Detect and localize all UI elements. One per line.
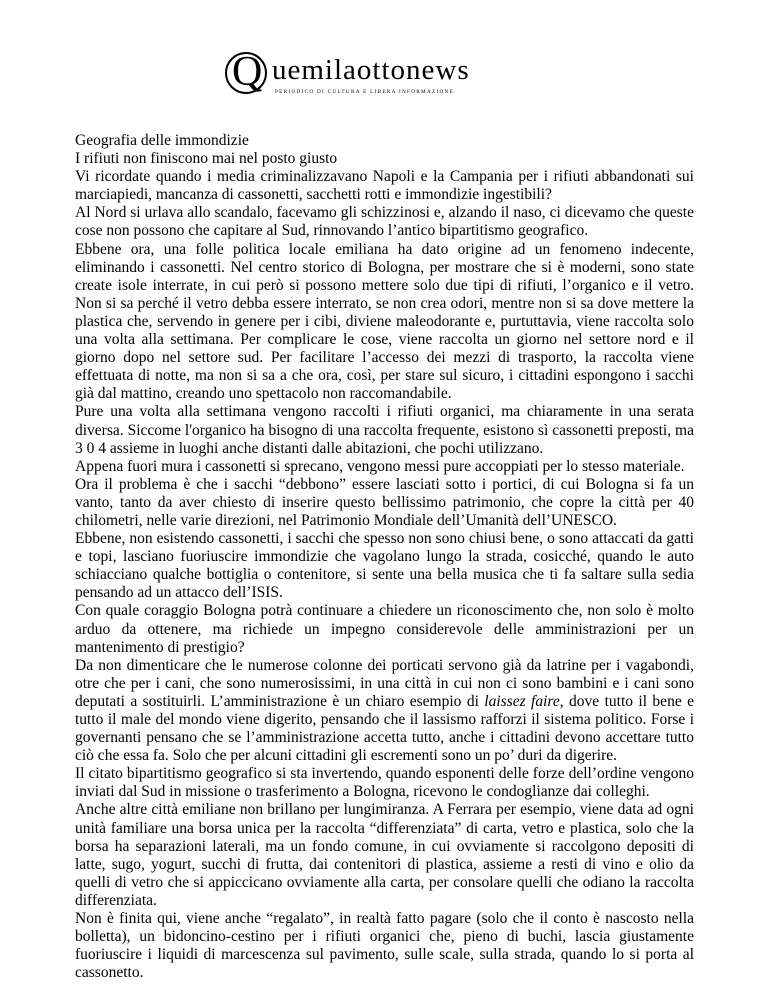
paragraph: Il citato bipartitismo geografico si sta invertendo, quando esponenti delle forze dell’ordine vengono inviati dal Sud in missione o trasferimento a Bologna, ricevono le condoglianze dai colleghi. <box>75 765 694 801</box>
masthead-logo <box>225 50 525 102</box>
logo-wordmark: uemilaottonews <box>272 54 470 86</box>
paragraph: Ora il problema è che i sacchi “debbono” essere lasciati sotto i portici, di cui Bologna si fa un vanto, tanto da aver chiesto di inserire questo bellissimo patrimonio, che copre la città per 40 chilometri, nelle varie direzioni, nel Patrimonio Mondiale dell’Umanità dell’UNESCO. <box>75 475 694 529</box>
paragraph: Pure una volta alla settimana vengono raccolti i rifiuti organici, ma chiaramente in una serata diversa. Siccome l'organico ha bisogno di una raccolta frequente, esistono sì cassonetti preposti, ma 3 0 4 assieme in luoghi anche distanti dalle abitazioni, che pochi utilizzano. <box>75 403 694 457</box>
paragraph: Al Nord si urlava allo scandalo, facevamo gli schizzinosi e, alzando il naso, ci dicevamo che queste cose non possono che capitare al Sud, rinnovando l’antico bipartitismo geografico. <box>75 204 694 240</box>
paragraph: Ebbene ora, una folle politica locale emiliana ha dato origine ad un fenomeno indecente, eliminando i cassonetti. Nel centro storico di Bologna, per mostrare che si è moderni, sono state create isole interrate, in cui però si possono mettere solo due tipi di rifiuti, l’organico e il vetro. Non si sa perché il vetro debba essere interrato, se non crea odori, mentre non si sa dove mettere la plastica che, servendo in genere per i cibi, diviene maleodorante e, purtuttavia, viene raccolta solo una volta alla settimana. Per complicare le cose, viene raccolta un giorno nel settore nord e il giorno dopo nel settore sud. Per facilitare l’accesso dei mezzi di trasporto, la raccolta viene effettuata di notte, ma non si sa a che ora, così, per stare sul sicuro, i cittadini espongono i sacchi già dal mattino, creando uno spettacolo non raccomandabile. <box>75 240 694 403</box>
paragraph: Vi ricordate quando i media criminalizzavano Napoli e la Campania per i rifiuti abbandonati sui marciapiedi, mancanza di cassonetti, sacchetti rotti e immondizie ingestibili? <box>75 168 694 204</box>
paragraph <box>75 657 694 766</box>
logo-subtitle: PERIODICO DI CULTURA E LIBERA INFORMAZIONE <box>275 89 455 95</box>
paragraph: Ebbene, non esistendo cassonetti, i sacchi che spesso non sono chiusi bene, o sono attaccati da gatti e topi, lasciano fuoriuscire immondizie che vagolano lungo la strada, cosicché, quando le auto schiacciano qualche bottiglia o contenitore, si sente una bella musica che ti fa saltare sulla sedia pensando ad un attacco dell’ISIS. <box>75 530 694 602</box>
paragraph-text: Da non dimenticare che le numerose colonne dei porticati servono già da latrine per i vagabondi, otre che per i cani, che sono numerosissimi, in una città in cui non ci sono bambini e i cani sono deputati a sostituirli. L’amministrazione è un chiaro esempio di <box>75 656 694 710</box>
italic-phrase: laissez faire <box>484 692 560 710</box>
article-body <box>75 132 694 982</box>
article-title: Geografia delle immondizie <box>75 132 249 149</box>
article-subtitle: I rifiuti non finiscono mai nel posto giusto <box>75 150 338 168</box>
paragraph: Non è finita qui, viene anche “regalato”, in realtà fatto pagare (solo che il conto è nascosto nella bolletta), un bidoncino-cestino per i rifiuti organici che, pieno di buchi, lascia giustamente fuoriuscire i liquidi di marcescenza sul pavimento, sulle scale, sulla strada, quando lo si porta al cassonetto. <box>75 910 694 982</box>
paragraph: Anche altre città emiliane non brillano per lungimiranza. A Ferrara per esempio, viene data ad ogni unità familiare una borsa unica per la raccolta “differenziata” di carta, vetro e plastica, solo che la borsa ha separazioni laterali, ma un fondo comune, in cui ovviamente si raccolgono depositi di latte, sugo, yogurt, succhi di frutta, dai contenitori di plastica, assieme a resti di vino e olio da quelli di vetro che si appiccicano ovviamente alla carta, per consolare quelli che odiano la raccolta differenziata. <box>75 801 694 909</box>
paragraph-text: , dove tutto il bene e tutto il male del mondo viene digerito, pensando che il lassismo rafforzi il sistema politico. Forse i governanti pensano che se l’amministrazione accetta tutto, anche i cittadini devono accettare tutto ciò che essa fa. Solo che per alcuni cittadini gli escrementi sono un po’ duri da digerire. <box>75 692 694 765</box>
paragraph: Appena fuori mura i cassonetti si sprecano, vengono messi pure accoppiati per lo stesso materiale. <box>75 457 685 475</box>
paragraph: Con quale coraggio Bologna potrà continuare a chiedere un riconoscimento che, non solo è molto arduo da ottenere, ma richiede un impegno considerevole delle amministrazioni per un mantenimento di prestigio? <box>75 602 694 656</box>
logo-initial: Q <box>232 49 263 95</box>
